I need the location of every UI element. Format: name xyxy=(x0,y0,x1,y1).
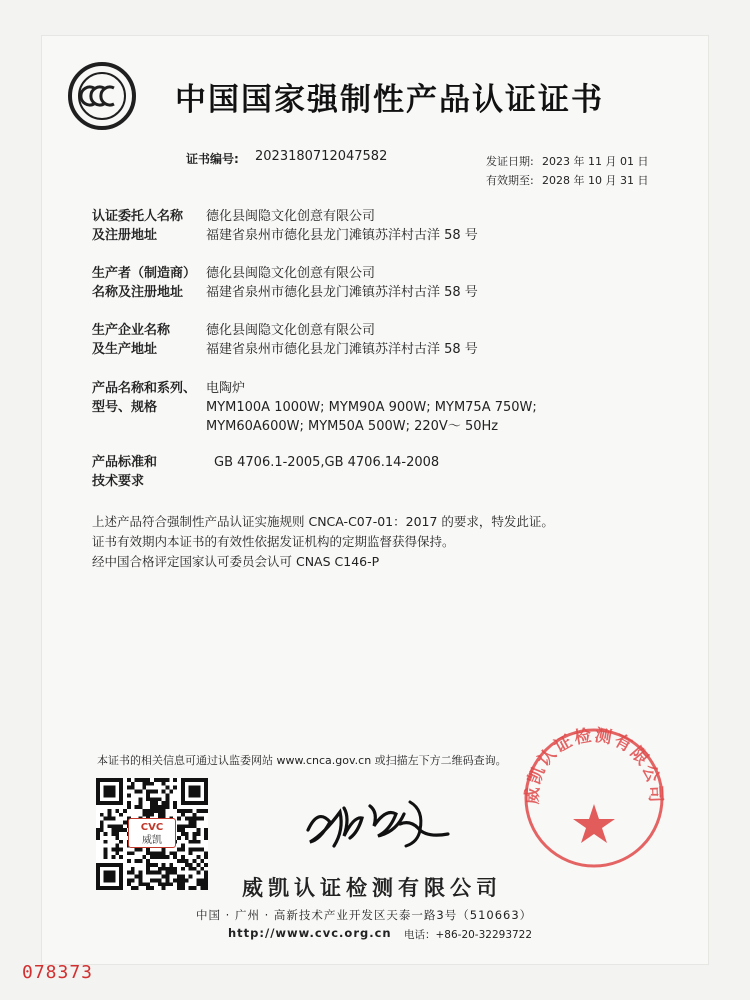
valid-until: 2028 年 10 月 31 日 xyxy=(542,174,649,187)
issue-date: 2023 年 11 月 01 日 xyxy=(542,155,649,168)
issuer-address: 中国 · 广州 · 高新技术产业开发区天泰一路3号（510663） xyxy=(196,908,533,922)
statement-accreditation: 经中国合格评定国家认可委员会认可 CNAS C146-P xyxy=(92,554,380,569)
standards-value: GB 4706.1-2005,GB 4706.14-2008 xyxy=(214,455,440,470)
applicant-address: 福建省泉州市德化县龙门滩镇苏洋村古洋 58 号 xyxy=(206,228,478,243)
manufacturer-address: 福建省泉州市德化县龙门滩镇苏洋村古洋 58 号 xyxy=(206,285,478,300)
product-models-1: MYM100A 1000W; MYM90A 900W; MYM75A 750W; xyxy=(206,400,537,415)
signature xyxy=(300,790,460,858)
applicant-value xyxy=(206,207,478,245)
svg-text:威凯认证检测有限公司: 威凯认证检测有限公司 xyxy=(522,725,666,805)
cvc-badge-subtext: 威凯 xyxy=(142,835,162,846)
applicant-label: 认证委托人名称 及注册地址 xyxy=(92,209,184,243)
product-label: 产品名称和系列、 型号、规格 xyxy=(92,381,197,415)
issuer-website-link[interactable]: http://www.cvc.org.cn xyxy=(228,926,392,940)
product-name: 电陶炉 xyxy=(206,381,246,396)
factory-value xyxy=(206,321,478,359)
issuer-phone: 电话：+86-20-32293722 xyxy=(404,929,533,941)
ccc-logo-icon xyxy=(68,62,136,130)
factory-name: 德化县闽隐文化创意有限公司 xyxy=(206,323,376,338)
issue-date-label: 发证日期: xyxy=(486,155,534,168)
applicant-name: 德化县闽隐文化创意有限公司 xyxy=(206,209,376,224)
cvc-badge xyxy=(128,818,176,848)
factory-label: 生产企业名称 及生产地址 xyxy=(92,323,171,357)
cvc-badge-text: CVC xyxy=(140,822,164,833)
cert-number-label: 证书编号: xyxy=(186,152,239,166)
issuer-name: 威凯认证检测有限公司 xyxy=(242,876,502,900)
serial-number: 078373 xyxy=(22,962,94,983)
valid-until-label: 有效期至: xyxy=(486,174,534,187)
cert-number: 2023180712047582 xyxy=(255,149,388,164)
manufacturer-value xyxy=(206,264,478,302)
inquiry-note: 本证书的相关信息可通过认监委网站 www.cnca.gov.cn 或扫描左下方二维码查询。 xyxy=(97,754,507,767)
statement-validity: 证书有效期内本证书的有效性依据发证机构的定期监督获得保持。 xyxy=(92,534,455,549)
official-stamp xyxy=(518,722,670,874)
product-value xyxy=(206,379,537,436)
factory-address: 福建省泉州市德化县龙门滩镇苏洋村古洋 58 号 xyxy=(206,342,478,357)
certificate-title: 中国国家强制性产品认证证书 xyxy=(175,82,604,118)
statement-compliance: 上述产品符合强制性产品认证实施规则 CNCA-C07-01：2017 的要求，特发此证。 xyxy=(92,514,554,529)
manufacturer-label: 生产者（制造商） 名称及注册地址 xyxy=(92,266,197,300)
product-models-2: MYM60A600W; MYM50A 500W; 220V～ 50Hz xyxy=(206,419,499,434)
standards-label: 产品标准和 技术要求 xyxy=(92,455,158,489)
manufacturer-name: 德化县闽隐文化创意有限公司 xyxy=(206,266,376,281)
